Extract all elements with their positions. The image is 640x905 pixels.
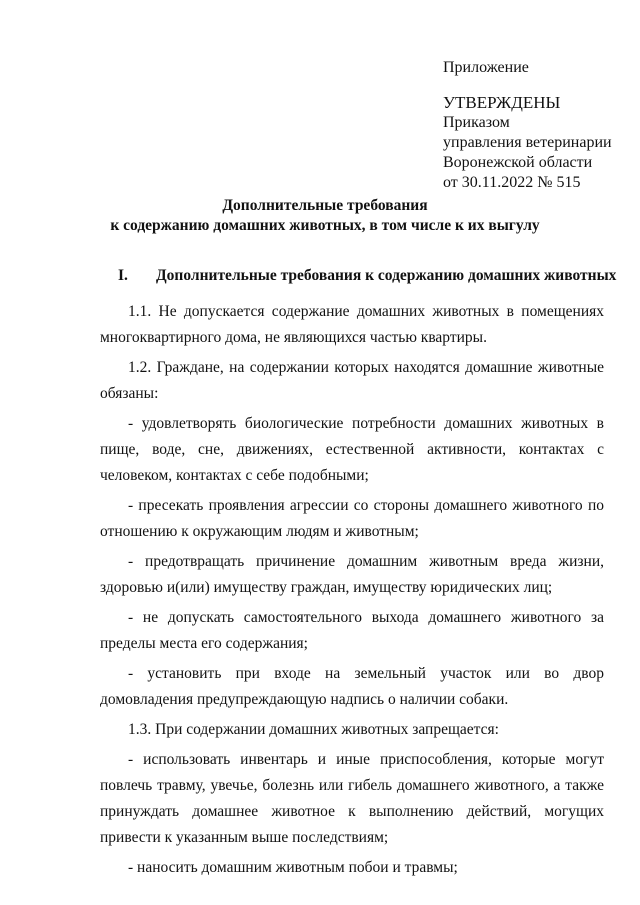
approval-block bbox=[443, 58, 633, 193]
document-title-line-2: к содержанию домашних животных, в том числе к их выгулу bbox=[110, 217, 540, 234]
section-number: I. bbox=[118, 267, 128, 284]
approval-line-order: Приказом bbox=[443, 114, 510, 131]
appendix-label: Приложение bbox=[443, 59, 529, 76]
paragraph: 1.2. Граждане, на содержании которых находятся домашние животные обязаны: bbox=[100, 359, 604, 402]
document-title-line-1: Дополнительные требования bbox=[222, 197, 428, 214]
paragraph: 1.3. При содержании домашних животных запрещается: bbox=[128, 721, 499, 738]
document-body bbox=[100, 299, 604, 885]
paragraph: - использовать инвентарь и иные приспособления, которые могут повлечь травму, увечье, болезнь или гибель домашнего животного, а также принуждать домашнее животное к выполнению действий, могущих привести к указанным выше последствиям; bbox=[100, 751, 604, 846]
approval-line-department: управления ветеринарии bbox=[443, 134, 612, 151]
paragraph: - не допускать самостоятельного выхода домашнего животного за пределы места его содержания; bbox=[100, 609, 604, 652]
paragraph: - наносить домашним животным побои и травмы; bbox=[128, 859, 458, 876]
approval-line-date-number: от 30.11.2022 № 515 bbox=[443, 174, 581, 191]
paragraph: - предотвращать причинение домашним животным вреда жизни, здоровью и(или) имуществу граждан, имуществу юридических лиц; bbox=[100, 553, 604, 596]
paragraph: - удовлетворять биологические потребности домашних животных в пище, воде, сне, движениях, естественной активности, контактах с человеком, контактах с себе подобными; bbox=[100, 415, 604, 484]
paragraph: - пресекать проявления агрессии со стороны домашнего животного по отношению к окружающим людям и животным; bbox=[100, 497, 604, 540]
approval-line-region: Воронежской области bbox=[443, 154, 593, 171]
section-heading bbox=[118, 266, 618, 286]
paragraph: 1.1. Не допускается содержание домашних животных в помещениях многоквартирного дома, не являющихся частью квартиры. bbox=[100, 303, 604, 346]
approved-label: УТВЕРЖДЕНЫ bbox=[443, 93, 561, 112]
section-heading-text: Дополнительные требования к содержанию домашних животных bbox=[156, 267, 617, 284]
document-title bbox=[100, 196, 550, 236]
paragraph: - установить при входе на земельный участок или во двор домовладения предупреждающую надпись о наличии собаки. bbox=[100, 665, 604, 708]
